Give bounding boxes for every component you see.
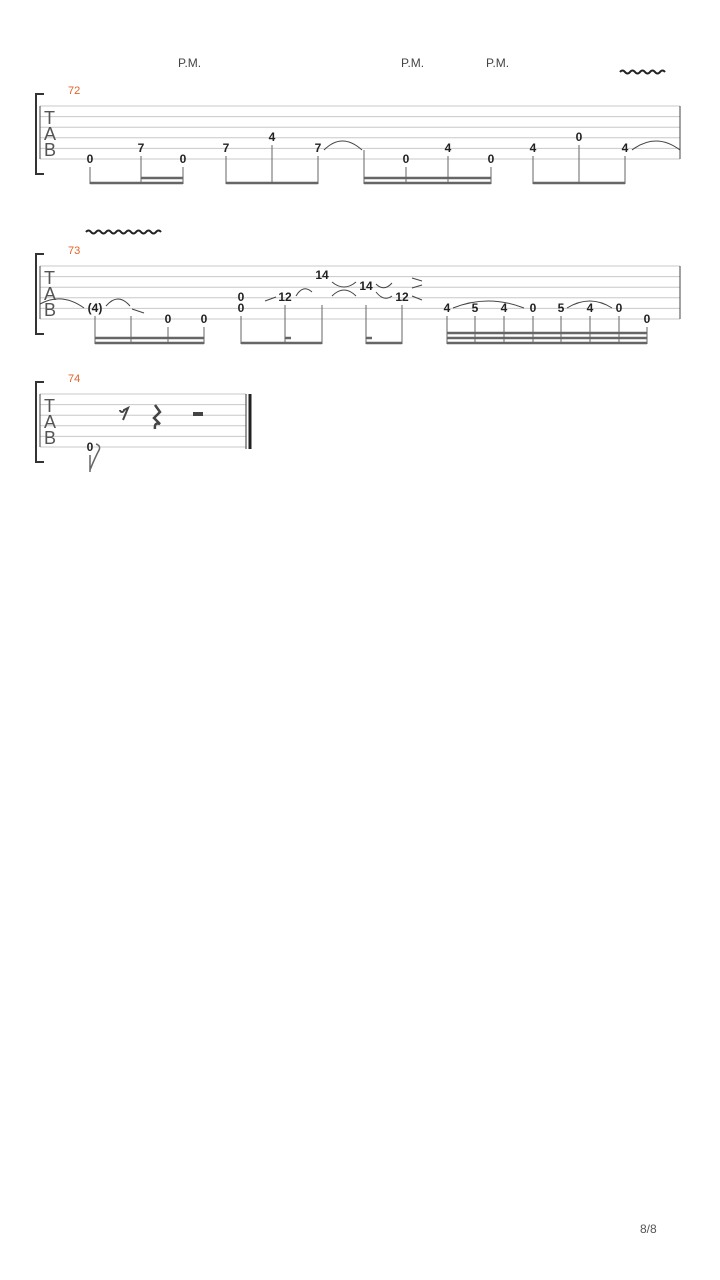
fret-note: 0: [86, 440, 94, 454]
fret-note: 4: [268, 130, 276, 144]
half-rest-icon: [193, 412, 203, 416]
fret-note: 14: [315, 268, 329, 282]
vibrato-icon: [620, 71, 665, 74]
tab-letter-a: A: [44, 284, 57, 304]
fret-note: 4: [500, 301, 508, 315]
fret-note: 0: [487, 152, 495, 166]
tab-letter-a: A: [44, 124, 57, 144]
fret-note: 0: [575, 130, 583, 144]
fret-note: 4: [529, 141, 537, 155]
measure-number: 72: [68, 85, 81, 97]
fret-note: 0: [164, 312, 172, 326]
fret-note: 0: [179, 152, 187, 166]
fret-note: 4: [586, 301, 594, 315]
measure-number: 73: [68, 245, 81, 257]
tab-letter-t: T: [44, 396, 55, 416]
system-2: [36, 231, 680, 345]
palm-mute-marker: P.M.: [486, 56, 510, 70]
slide-line: [412, 278, 422, 281]
tie: [332, 282, 356, 287]
rhythm-beams: [90, 145, 625, 184]
fret-note: 4: [443, 301, 451, 315]
tab-letter-a: A: [44, 412, 57, 432]
fret-note: (4): [87, 301, 103, 315]
palm-mute-marker: P.M.: [401, 56, 425, 70]
fret-note: 0: [529, 301, 537, 315]
eighth-rest-icon: [120, 408, 128, 420]
fret-note: 7: [137, 141, 145, 155]
tie: [296, 289, 312, 296]
fret-note: 7: [314, 141, 322, 155]
fret-note: 14: [359, 279, 373, 293]
tab-letter-b: B: [44, 428, 57, 448]
tab-letter-t: T: [44, 268, 55, 288]
fret-note: 12: [395, 290, 409, 304]
page-number: 8/8: [640, 1222, 657, 1236]
fret-note: 0: [402, 152, 410, 166]
fret-note: 4: [621, 141, 629, 155]
system-1: [36, 56, 680, 184]
fret-note: 7: [222, 141, 230, 155]
fret-note: 5: [557, 301, 565, 315]
fret-note: 0: [237, 290, 245, 304]
tab-letter-b: B: [44, 300, 57, 320]
tab-letter-t: T: [44, 108, 55, 128]
tie: [332, 290, 356, 296]
fret-note: 4: [444, 141, 452, 155]
tab-letter-b: B: [44, 140, 57, 160]
tie: [453, 301, 524, 308]
fret-note: 0: [643, 312, 651, 326]
vibrato-icon: [86, 231, 161, 234]
tie: [106, 299, 130, 306]
fret-note: 0: [200, 312, 208, 326]
palm-mute-marker: P.M.: [178, 56, 202, 70]
fret-note: 5: [471, 301, 479, 315]
measure-number: 74: [68, 373, 81, 385]
fret-note: 0: [615, 301, 623, 315]
fret-note: 0: [86, 152, 94, 166]
fret-note: 0: [237, 301, 245, 315]
fret-note: 12: [278, 290, 292, 304]
slide-line: [132, 309, 144, 313]
system-3: [36, 373, 250, 472]
